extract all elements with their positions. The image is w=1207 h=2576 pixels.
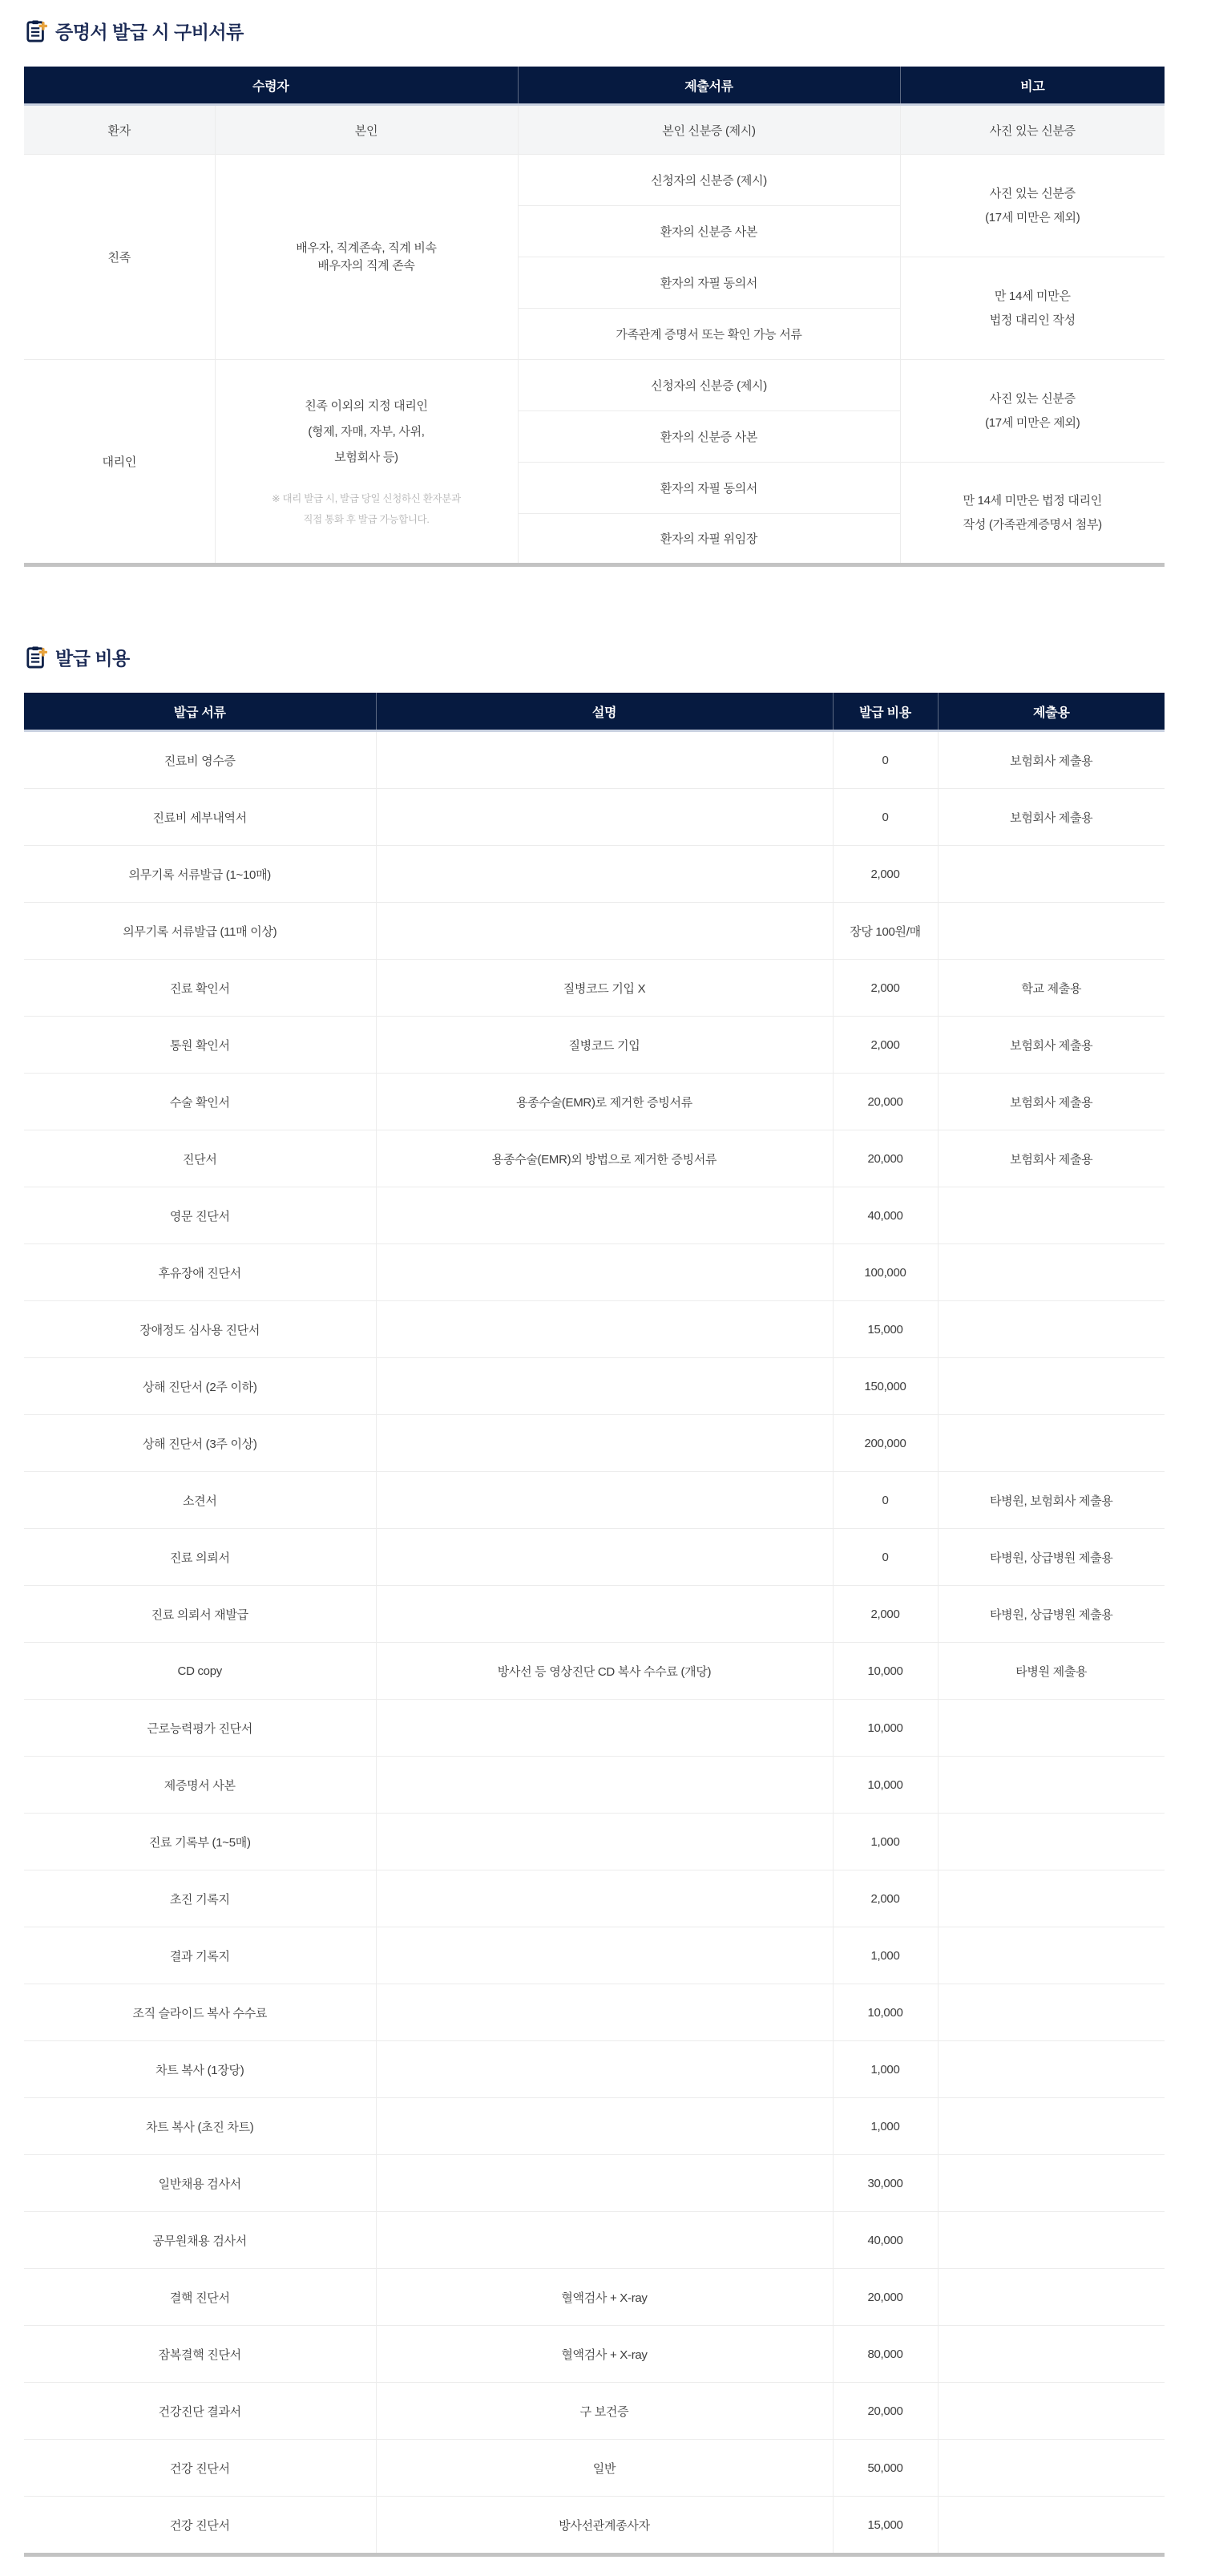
fee-doc-cell: 의무기록 서류발급 (11매 이상) (24, 903, 376, 960)
required-documents-table (24, 67, 1165, 567)
fee-submit-cell (938, 2497, 1165, 2555)
relation-cell: 본인 (215, 105, 518, 155)
table-header-row (24, 67, 1165, 105)
fee-doc-cell: 진료 의뢰서 (24, 1529, 376, 1586)
note-cell: 사진 있는 신분증 (17세 미만은 제외) (900, 155, 1165, 257)
table-row (24, 1927, 1165, 1984)
table-row (24, 2041, 1165, 2098)
table-row (24, 1700, 1165, 1757)
fee-doc-cell: 소견서 (24, 1472, 376, 1529)
section-issuance-fees (24, 644, 1165, 2557)
relation-cell (215, 155, 518, 360)
fee-submit-cell (938, 2212, 1165, 2269)
table-row (24, 2155, 1165, 2212)
header-submit: 제출용 (938, 693, 1165, 731)
fee-desc-cell (376, 1814, 833, 1870)
fee-desc-cell (376, 2041, 833, 2098)
fee-submit-cell: 보험회사 제출용 (938, 789, 1165, 846)
fee-desc-cell (376, 1870, 833, 1927)
fee-submit-cell: 보험회사 제출용 (938, 731, 1165, 789)
fee-submit-cell (938, 1244, 1165, 1301)
table-header-row (24, 693, 1165, 731)
fee-submit-cell: 보험회사 제출용 (938, 1017, 1165, 1074)
fee-submit-cell (938, 2440, 1165, 2497)
table-row (24, 1870, 1165, 1927)
fee-cost-cell: 200,000 (833, 1415, 938, 1472)
fee-doc-cell: 후유장애 진단서 (24, 1244, 376, 1301)
table-row (24, 2326, 1165, 2383)
fee-submit-cell (938, 2326, 1165, 2383)
table-row (24, 731, 1165, 789)
fee-cost-cell: 10,000 (833, 1643, 938, 1700)
fee-cost-cell: 1,000 (833, 1927, 938, 1984)
fee-submit-cell (938, 2041, 1165, 2098)
table-row (24, 846, 1165, 903)
fee-cost-cell: 1,000 (833, 2098, 938, 2155)
fee-desc-cell (376, 1244, 833, 1301)
fee-desc-cell: 일반 (376, 2440, 833, 2497)
relation-line: 친족 이외의 지정 대리인 (305, 398, 428, 413)
table-row (24, 1358, 1165, 1415)
fee-cost-cell: 40,000 (833, 2212, 938, 2269)
fee-desc-cell (376, 1358, 833, 1415)
note-cell: 만 14세 미만은 법정 대리인 작성 (가족관계증명서 첨부) (900, 463, 1165, 565)
fee-submit-cell (938, 2269, 1165, 2326)
table-row (24, 1415, 1165, 1472)
proxy-call-note: ※ 대리 발급 시, 발급 당일 신청하신 환자분과 직접 통화 후 발급 가능합니다. (272, 492, 461, 525)
fee-cost-cell: 15,000 (833, 1301, 938, 1358)
table-row (24, 1017, 1165, 1074)
header-note: 비고 (900, 67, 1165, 105)
fee-desc-cell (376, 1529, 833, 1586)
table-row (24, 1074, 1165, 1130)
fee-submit-cell: 타병원, 상급병원 제출용 (938, 1529, 1165, 1586)
fee-desc-cell (376, 1984, 833, 2041)
document-cell: 환자의 신분증 사본 (518, 411, 900, 463)
fee-desc-cell (376, 789, 833, 846)
fee-cost-cell: 40,000 (833, 1187, 938, 1244)
section-title: 발급 비용 (55, 648, 130, 669)
recipient-cell: 환자 (24, 105, 215, 155)
fee-cost-cell: 1,000 (833, 1814, 938, 1870)
section-fees-title (26, 644, 1165, 670)
fee-desc-cell: 방사선관계종사자 (376, 2497, 833, 2555)
fee-doc-cell: 초진 기록지 (24, 1870, 376, 1927)
fee-doc-cell: 일반채용 검사서 (24, 2155, 376, 2212)
header-documents: 제출서류 (518, 67, 900, 105)
fee-cost-cell: 0 (833, 789, 938, 846)
fee-cost-cell: 15,000 (833, 2497, 938, 2555)
fee-doc-cell: 진료비 영수증 (24, 731, 376, 789)
note-cell: 사진 있는 신분증 (900, 105, 1165, 155)
fee-desc-cell: 혈액검사 + X-ray (376, 2326, 833, 2383)
document-cell: 신청자의 신분증 (제시) (518, 360, 900, 411)
fee-doc-cell: 차트 복사 (초진 차트) (24, 2098, 376, 2155)
fee-doc-cell: 진료비 세부내역서 (24, 789, 376, 846)
fee-desc-cell (376, 1415, 833, 1472)
fee-doc-cell: 공무원채용 검사서 (24, 2212, 376, 2269)
fee-submit-cell: 타병원 제출용 (938, 1643, 1165, 1700)
fee-cost-cell: 2,000 (833, 1870, 938, 1927)
relation-line: 배우자의 직계 존속 (317, 258, 415, 273)
fee-cost-cell: 2,000 (833, 960, 938, 1017)
fee-submit-cell (938, 2383, 1165, 2440)
table-row (24, 1586, 1165, 1643)
header-doc: 발급 서류 (24, 693, 376, 731)
table-row (24, 1529, 1165, 1586)
page-title: 증명서 발급 시 구비서류 (55, 22, 244, 42)
fee-cost-cell: 0 (833, 1529, 938, 1586)
fee-cost-cell: 0 (833, 1472, 938, 1529)
fee-cost-cell: 100,000 (833, 1244, 938, 1301)
fee-submit-cell (938, 1358, 1165, 1415)
table-row (24, 2383, 1165, 2440)
document-cell: 환자의 자필 동의서 (518, 257, 900, 309)
fee-cost-cell: 10,000 (833, 1984, 938, 2041)
fee-cost-cell: 150,000 (833, 1358, 938, 1415)
fee-submit-cell (938, 1700, 1165, 1757)
fee-submit-cell: 타병원, 상급병원 제출용 (938, 1586, 1165, 1643)
fee-doc-cell: 통원 확인서 (24, 1017, 376, 1074)
fee-desc-cell (376, 1927, 833, 1984)
table-row (24, 1130, 1165, 1187)
fee-submit-cell (938, 1870, 1165, 1927)
fee-doc-cell: 진료 확인서 (24, 960, 376, 1017)
relation-line: (형제, 자매, 자부, 사위, (308, 424, 425, 439)
fee-doc-cell: 의무기록 서류발급 (1~10매) (24, 846, 376, 903)
recipient-cell: 친족 (24, 155, 215, 360)
fee-cost-cell: 2,000 (833, 1586, 938, 1643)
fee-doc-cell: 상해 진단서 (2주 이하) (24, 1358, 376, 1415)
header-recipient: 수령자 (24, 67, 518, 105)
fee-submit-cell (938, 903, 1165, 960)
fee-desc-cell: 혈액검사 + X-ray (376, 2269, 833, 2326)
document-cell: 신청자의 신분증 (제시) (518, 155, 900, 206)
table-row (24, 2212, 1165, 2269)
fee-cost-cell: 10,000 (833, 1757, 938, 1814)
table-row (24, 2440, 1165, 2497)
fee-doc-cell: 잠복결핵 진단서 (24, 2326, 376, 2383)
table-row (24, 1472, 1165, 1529)
fee-cost-cell: 2,000 (833, 1017, 938, 1074)
fee-doc-cell: 결핵 진단서 (24, 2269, 376, 2326)
fee-cost-cell: 20,000 (833, 1130, 938, 1187)
fee-submit-cell: 학교 제출용 (938, 960, 1165, 1017)
table-row (24, 1984, 1165, 2041)
fee-cost-cell: 10,000 (833, 1700, 938, 1757)
document-cell: 가족관계 증명서 또는 확인 가능 서류 (518, 309, 900, 360)
section-documents-title (26, 18, 1165, 44)
fee-cost-cell: 장당 100원/매 (833, 903, 938, 960)
fee-doc-cell: 수술 확인서 (24, 1074, 376, 1130)
fee-cost-cell: 20,000 (833, 2269, 938, 2326)
fee-doc-cell: 진료 의뢰서 재발급 (24, 1586, 376, 1643)
table-row (24, 1757, 1165, 1814)
relation-line: 배우자, 직계존속, 직계 비속 (296, 241, 437, 255)
fee-doc-cell: 건강진단 결과서 (24, 2383, 376, 2440)
document-cell: 환자의 신분증 사본 (518, 206, 900, 257)
fee-submit-cell (938, 2155, 1165, 2212)
header-desc: 설명 (376, 693, 833, 731)
fee-desc-cell (376, 2155, 833, 2212)
fee-cost-cell: 1,000 (833, 2041, 938, 2098)
fee-cost-cell: 2,000 (833, 846, 938, 903)
fee-cost-cell: 80,000 (833, 2326, 938, 2383)
table-row (24, 2269, 1165, 2326)
fee-doc-cell: 차트 복사 (1장당) (24, 2041, 376, 2098)
fee-doc-cell: 장애정도 심사용 진단서 (24, 1301, 376, 1358)
relation-line: 보험회사 등) (334, 450, 398, 464)
fee-desc-cell: 용종수술(EMR)외 방법으로 제거한 증빙서류 (376, 1130, 833, 1187)
table-row (24, 789, 1165, 846)
fee-desc-cell: 용종수술(EMR)로 제거한 증빙서류 (376, 1074, 833, 1130)
fee-desc-cell (376, 1187, 833, 1244)
fee-submit-cell (938, 1415, 1165, 1472)
fee-desc-cell (376, 2212, 833, 2269)
table-row (24, 1187, 1165, 1244)
section-gap (24, 567, 1165, 637)
fee-submit-cell (938, 1301, 1165, 1358)
fee-cost-cell: 30,000 (833, 2155, 938, 2212)
fee-submit-cell (938, 1984, 1165, 2041)
header-cost: 발급 비용 (833, 693, 938, 731)
fee-desc-cell (376, 1301, 833, 1358)
table-row (24, 903, 1165, 960)
fee-doc-cell: 조직 슬라이드 복사 수수료 (24, 1984, 376, 2041)
fee-desc-cell: 방사선 등 영상진단 CD 복사 수수료 (개당) (376, 1643, 833, 1700)
fee-desc-cell: 질병코드 기입 (376, 1017, 833, 1074)
fee-desc-cell (376, 1586, 833, 1643)
note-cell: 사진 있는 신분증 (17세 미만은 제외) (900, 360, 1165, 463)
recipient-cell: 대리인 (24, 360, 215, 565)
fee-desc-cell (376, 846, 833, 903)
fee-desc-cell (376, 731, 833, 789)
fee-submit-cell: 타병원, 보험회사 제출용 (938, 1472, 1165, 1529)
fee-submit-cell (938, 1187, 1165, 1244)
fee-doc-cell: 진단서 (24, 1130, 376, 1187)
fee-desc-cell (376, 903, 833, 960)
table-row (24, 960, 1165, 1017)
table-row (24, 1244, 1165, 1301)
fee-doc-cell: CD copy (24, 1643, 376, 1700)
fee-doc-cell: 영문 진단서 (24, 1187, 376, 1244)
fees-table-body (24, 731, 1165, 2555)
issuance-fees-table (24, 693, 1165, 2557)
fee-submit-cell: 보험회사 제출용 (938, 1130, 1165, 1187)
fee-desc-cell: 구 보건증 (376, 2383, 833, 2440)
fee-doc-cell: 진료 기록부 (1~5매) (24, 1814, 376, 1870)
fee-doc-cell: 결과 기록지 (24, 1927, 376, 1984)
fee-submit-cell (938, 1927, 1165, 1984)
fee-submit-cell (938, 1757, 1165, 1814)
fee-cost-cell: 20,000 (833, 1074, 938, 1130)
document-cell: 환자의 자필 위임장 (518, 514, 900, 565)
table-row (24, 2098, 1165, 2155)
table-row-family-1 (24, 155, 1165, 206)
fee-submit-cell: 보험회사 제출용 (938, 1074, 1165, 1130)
document-cell: 환자의 자필 동의서 (518, 463, 900, 514)
fee-submit-cell (938, 846, 1165, 903)
fee-submit-cell (938, 1814, 1165, 1870)
fee-submit-cell (938, 2098, 1165, 2155)
fee-cost-cell: 20,000 (833, 2383, 938, 2440)
table-row (24, 2497, 1165, 2555)
table-row-agent-1 (24, 360, 1165, 411)
fee-desc-cell (376, 1700, 833, 1757)
clipboard-plus-icon (26, 18, 47, 43)
fee-cost-cell: 50,000 (833, 2440, 938, 2497)
fee-doc-cell: 상해 진단서 (3주 이상) (24, 1415, 376, 1472)
section-required-documents (24, 18, 1165, 567)
clipboard-plus-icon (26, 645, 47, 669)
table-row (24, 1814, 1165, 1870)
fee-doc-cell: 근로능력평가 진단서 (24, 1700, 376, 1757)
table-row-patient (24, 105, 1165, 155)
table-row (24, 1643, 1165, 1700)
relation-cell (215, 360, 518, 565)
table-row (24, 1301, 1165, 1358)
fee-doc-cell: 건강 진단서 (24, 2497, 376, 2555)
fee-desc-cell (376, 2098, 833, 2155)
fee-doc-cell: 제증명서 사본 (24, 1757, 376, 1814)
note-cell: 만 14세 미만은 법정 대리인 작성 (900, 257, 1165, 360)
fee-desc-cell: 질병코드 기입 X (376, 960, 833, 1017)
fee-cost-cell: 0 (833, 731, 938, 789)
fee-desc-cell (376, 1472, 833, 1529)
document-cell: 본인 신분증 (제시) (518, 105, 900, 155)
fee-doc-cell: 건강 진단서 (24, 2440, 376, 2497)
fee-desc-cell (376, 1757, 833, 1814)
